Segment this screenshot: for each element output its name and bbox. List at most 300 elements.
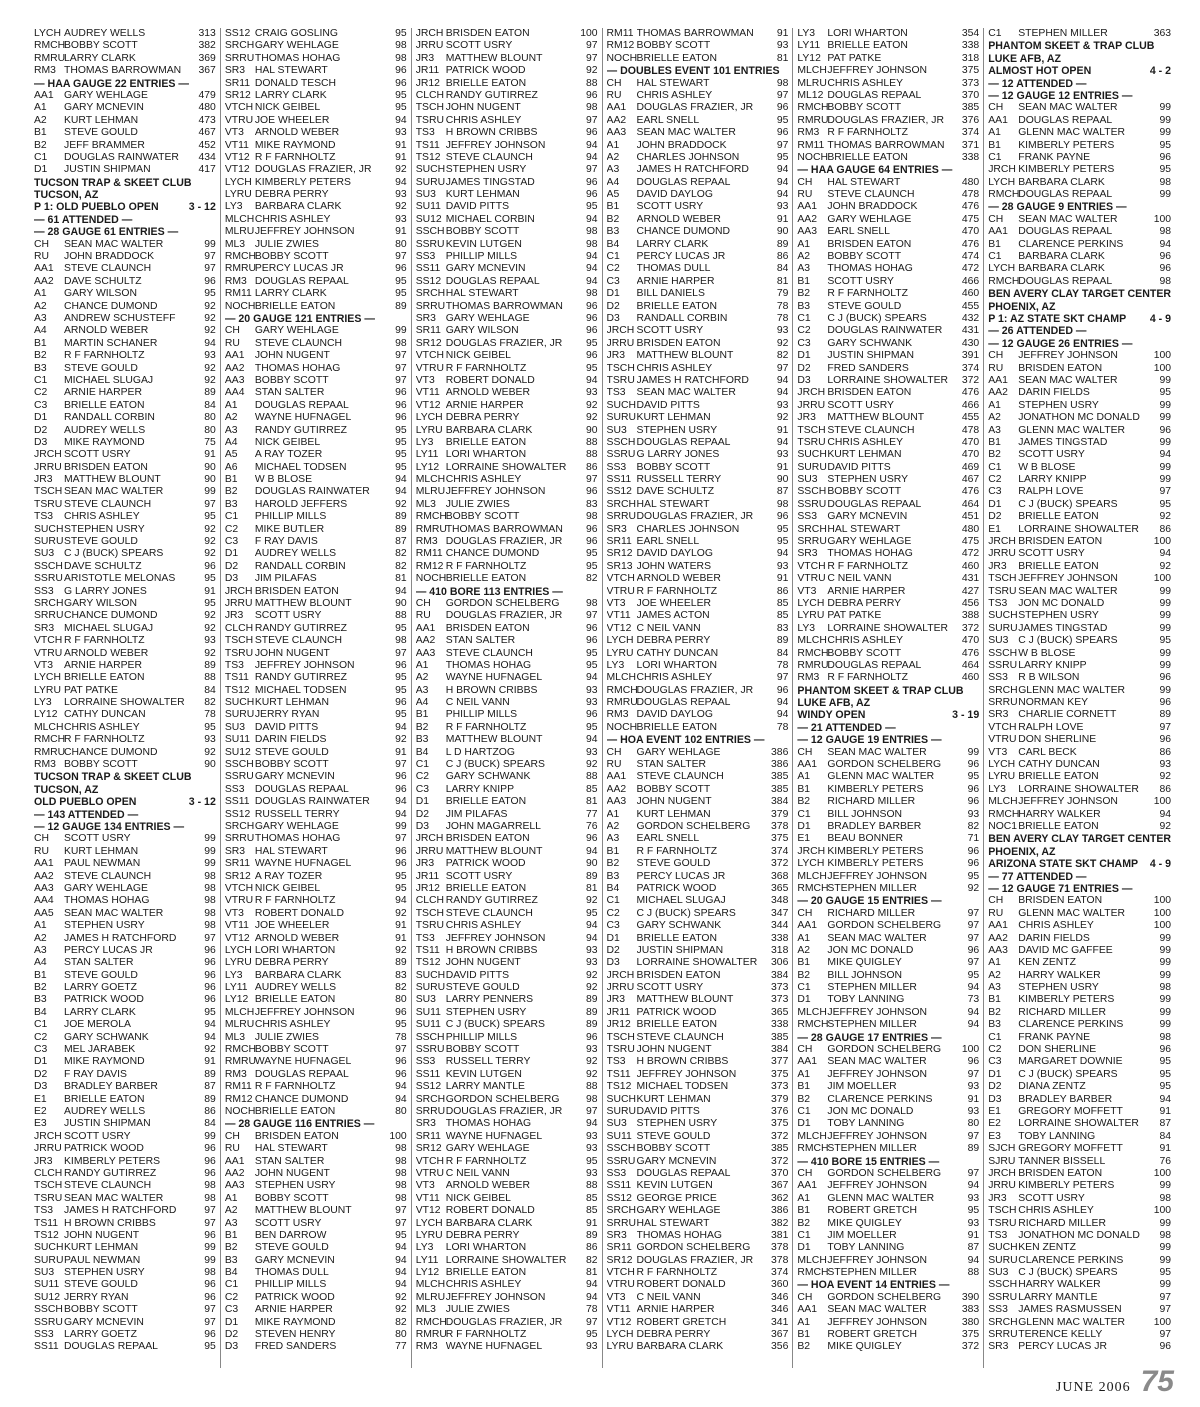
shooter-name: JEFFREY JOHNSON (1018, 796, 1118, 808)
class-code: SS11 (415, 263, 441, 275)
score: 71 (967, 833, 980, 845)
result-row (607, 821, 789, 833)
shooter-name: RUSSELL TERRY (636, 474, 722, 486)
class-code: MLRU (224, 1019, 255, 1031)
class-code: AA1 (988, 226, 1008, 238)
shooter-name: SEAN MAC WALTER (827, 1304, 927, 1316)
class-code: SU3 (34, 1267, 55, 1279)
class-code: D2 (606, 944, 620, 956)
result-row (988, 722, 1171, 734)
class-code: D1 (797, 1242, 811, 1254)
result-row (34, 660, 216, 672)
class-code: C2 (797, 325, 811, 337)
shooter-name: KIMBERLY PETERS (1018, 1180, 1115, 1192)
result-row (225, 648, 407, 660)
class-code: MLCH (415, 474, 446, 486)
shooter-name: ARNIE HARPER (254, 1304, 333, 1316)
class-code: TS3 (34, 1205, 54, 1217)
score: 92 (585, 399, 598, 411)
section-heading (34, 771, 216, 783)
shooter-name: GARY WEHLAGE (64, 882, 148, 894)
result-row (797, 982, 979, 994)
class-code: JRCH (988, 536, 1016, 548)
class-code: CH (797, 1167, 813, 1179)
result-row (416, 1081, 598, 1093)
score: 469 (961, 461, 980, 473)
shooter-name: MATTHEW BLOUNT (636, 350, 734, 362)
class-code: B3 (988, 1019, 1001, 1031)
score: 95 (967, 771, 980, 783)
result-row (34, 1143, 216, 1155)
result-row (34, 734, 216, 746)
result-row (225, 78, 407, 90)
score: 88 (585, 77, 598, 89)
shooter-name: JAMES H RATCHFORD (64, 1205, 177, 1217)
heading-text: ALMOST HOT OPEN (988, 65, 1092, 78)
class-code: VT3 (606, 1291, 626, 1303)
result-row (988, 610, 1171, 622)
class-code: MLCH (797, 1130, 827, 1142)
shooter-name: BRISDEN EATON (827, 238, 912, 250)
result-row (607, 623, 789, 635)
score: 480 (961, 176, 980, 188)
result-row (988, 152, 1171, 164)
score: 91 (776, 424, 789, 436)
class-code: B2 (988, 449, 1001, 461)
class-code: B2 (34, 350, 47, 362)
class-code: VTRU (606, 585, 635, 597)
score: 96 (395, 858, 407, 870)
score: 97 (395, 1217, 407, 1229)
score: 94 (967, 1180, 980, 1192)
result-row (797, 660, 979, 672)
shooter-name: JOHN NUGENT (64, 1229, 140, 1241)
result-row (797, 214, 979, 226)
result-row (34, 1267, 216, 1279)
shooter-name: BEAU BONNER (827, 833, 904, 845)
shooter-name: GLENN MAC WALTER (1018, 907, 1126, 919)
class-code: JRCH (797, 845, 826, 857)
shooter-name: DAVE SCHULTZ (64, 275, 142, 287)
class-code: RM3 (797, 672, 820, 684)
shooter-name: WAYNE HUFNAGEL (254, 1056, 352, 1068)
class-code: TS11 (224, 672, 249, 684)
result-row (34, 524, 216, 536)
class-code: AA1 (797, 759, 818, 771)
class-code: JRCH (224, 585, 253, 597)
section-heading (797, 709, 979, 721)
section-heading (988, 201, 1171, 213)
heading-text: — 12 GAUGE 12 ENTRIES — (988, 89, 1133, 102)
shooter-name: JOHN WATERS (636, 560, 711, 572)
score: 373 (771, 982, 789, 994)
result-row (225, 412, 407, 424)
score: 96 (395, 65, 407, 77)
class-code: VTCH (415, 350, 444, 362)
class-code: AA1 (797, 1056, 818, 1068)
class-code: TS12 (606, 1081, 632, 1093)
shooter-name: THOMAS HOHAG (636, 1229, 722, 1241)
score: 384 (771, 796, 789, 808)
class-code: VT3 (797, 585, 817, 597)
score: 82 (776, 350, 789, 362)
score: 93 (204, 734, 216, 746)
class-code: LYCH (606, 1329, 634, 1341)
score: 96 (204, 1143, 216, 1155)
class-code: B2 (797, 969, 811, 981)
shooter-name: CHRIS ASHLEY (254, 213, 331, 225)
score: 368 (771, 870, 789, 882)
score: 473 (198, 114, 216, 126)
score: 97 (204, 1217, 216, 1229)
result-row (607, 895, 789, 907)
result-row (797, 437, 979, 449)
score: 97 (967, 907, 980, 919)
score: 82 (395, 548, 407, 560)
result-row (607, 1230, 789, 1242)
score: 346 (771, 1304, 789, 1316)
score: 338 (961, 40, 980, 52)
shooter-name: THOMAS BARROWMAN (64, 65, 182, 77)
shooter-name: BRISDEN EATON (1018, 1167, 1103, 1179)
shooter-name: STEVE CLAUNCH (445, 151, 533, 163)
result-row (225, 1081, 407, 1093)
score: 78 (776, 659, 789, 671)
shooter-name: R F FARNHOLTZ (636, 1267, 718, 1279)
score: 97 (585, 1316, 598, 1328)
class-code: D1 (988, 498, 1002, 510)
class-code: RMCH (797, 1267, 829, 1279)
shooter-name: DOUGLAS REPAAL (636, 697, 731, 709)
shooter-name: LARRY CLARK (64, 1006, 136, 1018)
class-code: C2 (606, 907, 620, 919)
shooter-name: JEFFREY JOHNSON (254, 1006, 355, 1018)
class-code: LY12 (34, 709, 58, 721)
result-row (988, 177, 1171, 189)
shooter-name: KURT LEHMAN (64, 845, 139, 857)
result-row (988, 486, 1171, 498)
shooter-name: MATTHEW BLOUNT (254, 597, 352, 609)
class-code: JRRU (988, 548, 1016, 560)
result-row (607, 1168, 789, 1180)
class-code: SS11 (606, 474, 632, 486)
class-code: RMRU (34, 52, 66, 64)
result-row (988, 1056, 1171, 1068)
result-row (797, 449, 979, 461)
result-row (225, 610, 407, 622)
score: 354 (961, 28, 980, 39)
class-code: RU (224, 337, 240, 349)
result-row (988, 821, 1171, 833)
class-code: SR3 (606, 523, 627, 535)
score: 94 (585, 151, 598, 163)
shooter-name: BRIELLE EATON (445, 1267, 527, 1279)
shooter-name: BRISDEN EATON (254, 585, 339, 597)
class-code: C1 (34, 1019, 48, 1031)
shooter-name: CHRIS ASHLEY (636, 672, 713, 684)
score: 93 (585, 697, 598, 709)
class-code: B3 (34, 362, 47, 374)
result-row (988, 1218, 1171, 1230)
result-row (225, 1032, 407, 1044)
class-code: SU3 (988, 1267, 1009, 1279)
shooter-name: SEAN MAC WALTER (64, 486, 164, 498)
result-row (607, 722, 789, 734)
class-code: A4 (34, 957, 47, 969)
score: 99 (204, 1242, 216, 1254)
score: 97 (395, 833, 407, 845)
section-heading (34, 78, 216, 90)
class-code: SR12 (606, 1254, 633, 1266)
score: 96 (967, 783, 980, 795)
result-row (988, 263, 1171, 275)
result-row (797, 325, 979, 337)
score: 373 (771, 994, 789, 1006)
class-code: AA1 (988, 374, 1008, 386)
result-row (225, 387, 407, 399)
shooter-name: WAYNE HUFNAGEL (445, 1341, 543, 1353)
shooter-name: GARY MCNEVIN (445, 263, 526, 275)
result-row (34, 387, 216, 399)
score: 80 (204, 412, 216, 424)
shooter-name: AUDREY WELLS (64, 1105, 146, 1117)
class-code: SU11 (606, 1130, 632, 1142)
score: 96 (585, 176, 598, 188)
score: 99 (204, 833, 216, 845)
result-row (797, 400, 979, 412)
shooter-name: SCOTT USRY (827, 275, 894, 287)
class-code: SSCH (988, 647, 1018, 659)
score: 94 (585, 263, 598, 275)
score: 99 (1159, 412, 1172, 424)
score: 96 (204, 982, 216, 994)
score: 95 (395, 102, 407, 114)
class-code: AA4 (224, 387, 245, 399)
result-row (34, 833, 216, 845)
score: 85 (585, 1192, 598, 1204)
class-code: AA2 (34, 870, 54, 882)
result-row (416, 288, 598, 300)
score: 95 (204, 1341, 216, 1353)
score: 96 (967, 796, 980, 808)
shooter-name: STEVE CLAUNCH (254, 337, 343, 349)
result-row (225, 325, 407, 337)
result-row (797, 251, 979, 263)
result-row (797, 672, 979, 684)
score: 97 (967, 920, 980, 932)
result-row (225, 102, 407, 114)
class-code: SRCH (415, 1093, 446, 1105)
shooter-name: JEFFREY JOHNSON (254, 226, 355, 238)
class-code: C1 (34, 151, 48, 163)
shooter-name: PERCY LUCAS JR (64, 944, 153, 956)
result-row (34, 1156, 216, 1168)
class-code: VT12 (415, 1205, 441, 1217)
class-code: SS12 (224, 808, 251, 820)
shooter-name: MICHAEL CORBIN (445, 213, 535, 225)
results-column-5 (793, 28, 984, 1368)
result-row (416, 40, 598, 52)
result-row (34, 40, 216, 52)
class-code: SSCH (606, 436, 636, 448)
result-row (416, 251, 598, 263)
result-row (988, 1044, 1171, 1056)
result-row (797, 1168, 979, 1180)
shooter-name: BRADLEY BARBER (827, 821, 922, 832)
score: 92 (204, 523, 216, 535)
result-row (34, 400, 216, 412)
shooter-name: STEVE GOULD (445, 982, 520, 994)
section-heading (988, 313, 1171, 325)
result-row (225, 895, 407, 907)
class-code: B1 (415, 709, 429, 721)
score: 91 (776, 213, 789, 225)
shooter-name: LARRY PENNERS (445, 994, 534, 1006)
class-code: LYCH (415, 1217, 443, 1229)
result-row (988, 350, 1171, 362)
shooter-name: PATRICK WOOD (636, 1006, 717, 1018)
score: 99 (204, 858, 216, 870)
shooter-name: PERCY LUCAS JR (1018, 1341, 1107, 1353)
result-row (607, 375, 789, 387)
score: 98 (395, 40, 407, 52)
section-heading (797, 722, 979, 734)
class-code: TS11 (415, 944, 440, 956)
score: 99 (1159, 461, 1172, 473)
shooter-name: THOMAS HOHAG (254, 833, 341, 845)
score: 99 (1159, 969, 1172, 981)
score: 375 (961, 65, 980, 77)
result-row (34, 462, 216, 474)
class-code: A2 (988, 412, 1001, 424)
result-row (797, 1180, 979, 1192)
result-row (416, 994, 598, 1006)
shooter-name: ARNOLD WEBER (445, 387, 530, 399)
shooter-name: BOBBY SCOTT (254, 759, 329, 771)
result-row (988, 1242, 1171, 1254)
class-code: SR12 (606, 548, 633, 560)
score: 95 (585, 1155, 598, 1167)
shooter-name: PERCY LUCAS JR (636, 870, 726, 882)
result-row (416, 313, 598, 325)
score: 375 (771, 833, 789, 845)
result-row (988, 363, 1171, 375)
class-code: VTCH (34, 635, 63, 647)
score: 93 (967, 1105, 980, 1117)
score: 91 (395, 226, 407, 238)
shooter-name: DOUGLAS FRAZIER, JR (636, 511, 754, 523)
result-row (607, 1205, 789, 1217)
heading-text: — HOA EVENT 14 ENTRIES — (797, 1279, 950, 1292)
shooter-name: LORRAINE SHOWALTER (1018, 783, 1139, 795)
class-code: D1 (797, 350, 811, 362)
class-code: D2 (415, 808, 429, 820)
shooter-name: JEFFREY JOHNSON (827, 65, 928, 77)
shooter-name: DAVID PITTS (636, 399, 700, 411)
shooter-name: LARRY GOETZ (64, 1329, 137, 1341)
class-code: D1 (34, 1056, 48, 1068)
result-row (797, 586, 979, 598)
shooter-name: THOMAS BARROWMAN (827, 139, 945, 151)
score: 378 (771, 1254, 789, 1266)
score: 98 (585, 102, 598, 114)
class-code: VT3 (606, 597, 626, 609)
shooter-name: MATTHEW BLOUNT (636, 994, 734, 1006)
shooter-name: JON MC DONALD (1018, 597, 1105, 609)
class-code: LYCH (797, 858, 825, 870)
shooter-name: C J (BUCK) SPEARS (827, 312, 927, 324)
score: 382 (198, 40, 216, 52)
shooter-name: STEVE CLAUNCH (64, 263, 152, 275)
result-row (416, 499, 598, 511)
score: 100 (1153, 536, 1172, 548)
score: 374 (961, 362, 980, 374)
score: 92 (395, 1304, 407, 1316)
result-row (225, 152, 407, 164)
score: 476 (961, 387, 980, 399)
shooter-name: R F FARNHOLTZ (445, 362, 527, 374)
score: 94 (967, 1254, 980, 1266)
result-row (607, 1193, 789, 1205)
class-code: C1 (797, 808, 811, 820)
score: 464 (961, 498, 980, 510)
result-row (607, 1094, 789, 1106)
class-code: B4 (34, 1006, 47, 1018)
shooter-name: CHRIS ASHLEY (64, 721, 140, 733)
result-row (225, 499, 407, 511)
shooter-name: SCOTT USRY (445, 870, 513, 882)
result-row (607, 1056, 789, 1068)
score: 456 (961, 597, 980, 609)
result-row (988, 548, 1171, 560)
result-row (34, 697, 216, 709)
result-row (34, 846, 216, 858)
heading-text: — 21 ATTENDED — (797, 721, 896, 734)
class-code: MLRU (224, 226, 255, 238)
shooter-name: GORDON SCHELBERG (636, 821, 751, 832)
shooter-name: PATRICK WOOD (64, 1143, 144, 1155)
result-row (416, 561, 598, 573)
class-code: D1 (34, 412, 48, 424)
shooter-name: JOHN BRADDOCK (827, 201, 918, 213)
result-row (34, 672, 216, 684)
result-row (34, 1019, 216, 1031)
class-code: C1 (606, 895, 620, 907)
score: 95 (395, 870, 407, 882)
shooter-name: BARBARA CLARK (1018, 263, 1105, 275)
class-code: VT3 (988, 746, 1008, 758)
result-row (988, 189, 1171, 201)
result-row (225, 586, 407, 598)
score: 99 (1159, 474, 1172, 486)
result-row (797, 524, 979, 536)
class-code: SUCH (34, 1242, 64, 1254)
result-row (988, 536, 1171, 548)
shooter-name: BRIELLE EATON (636, 932, 717, 944)
score: 97 (204, 251, 216, 263)
result-row (797, 53, 979, 65)
result-row (34, 1106, 216, 1118)
result-row (607, 325, 789, 337)
score: 95 (204, 1006, 216, 1018)
shooter-name: JEFFREY JOHNSON (1018, 573, 1118, 585)
result-row (988, 982, 1171, 994)
result-row (225, 1317, 407, 1329)
shooter-name: CHANCE DUMOND (64, 610, 158, 622)
class-code: SSRU (606, 1155, 636, 1167)
score: 92 (204, 622, 216, 634)
class-code: D3 (34, 436, 48, 448)
